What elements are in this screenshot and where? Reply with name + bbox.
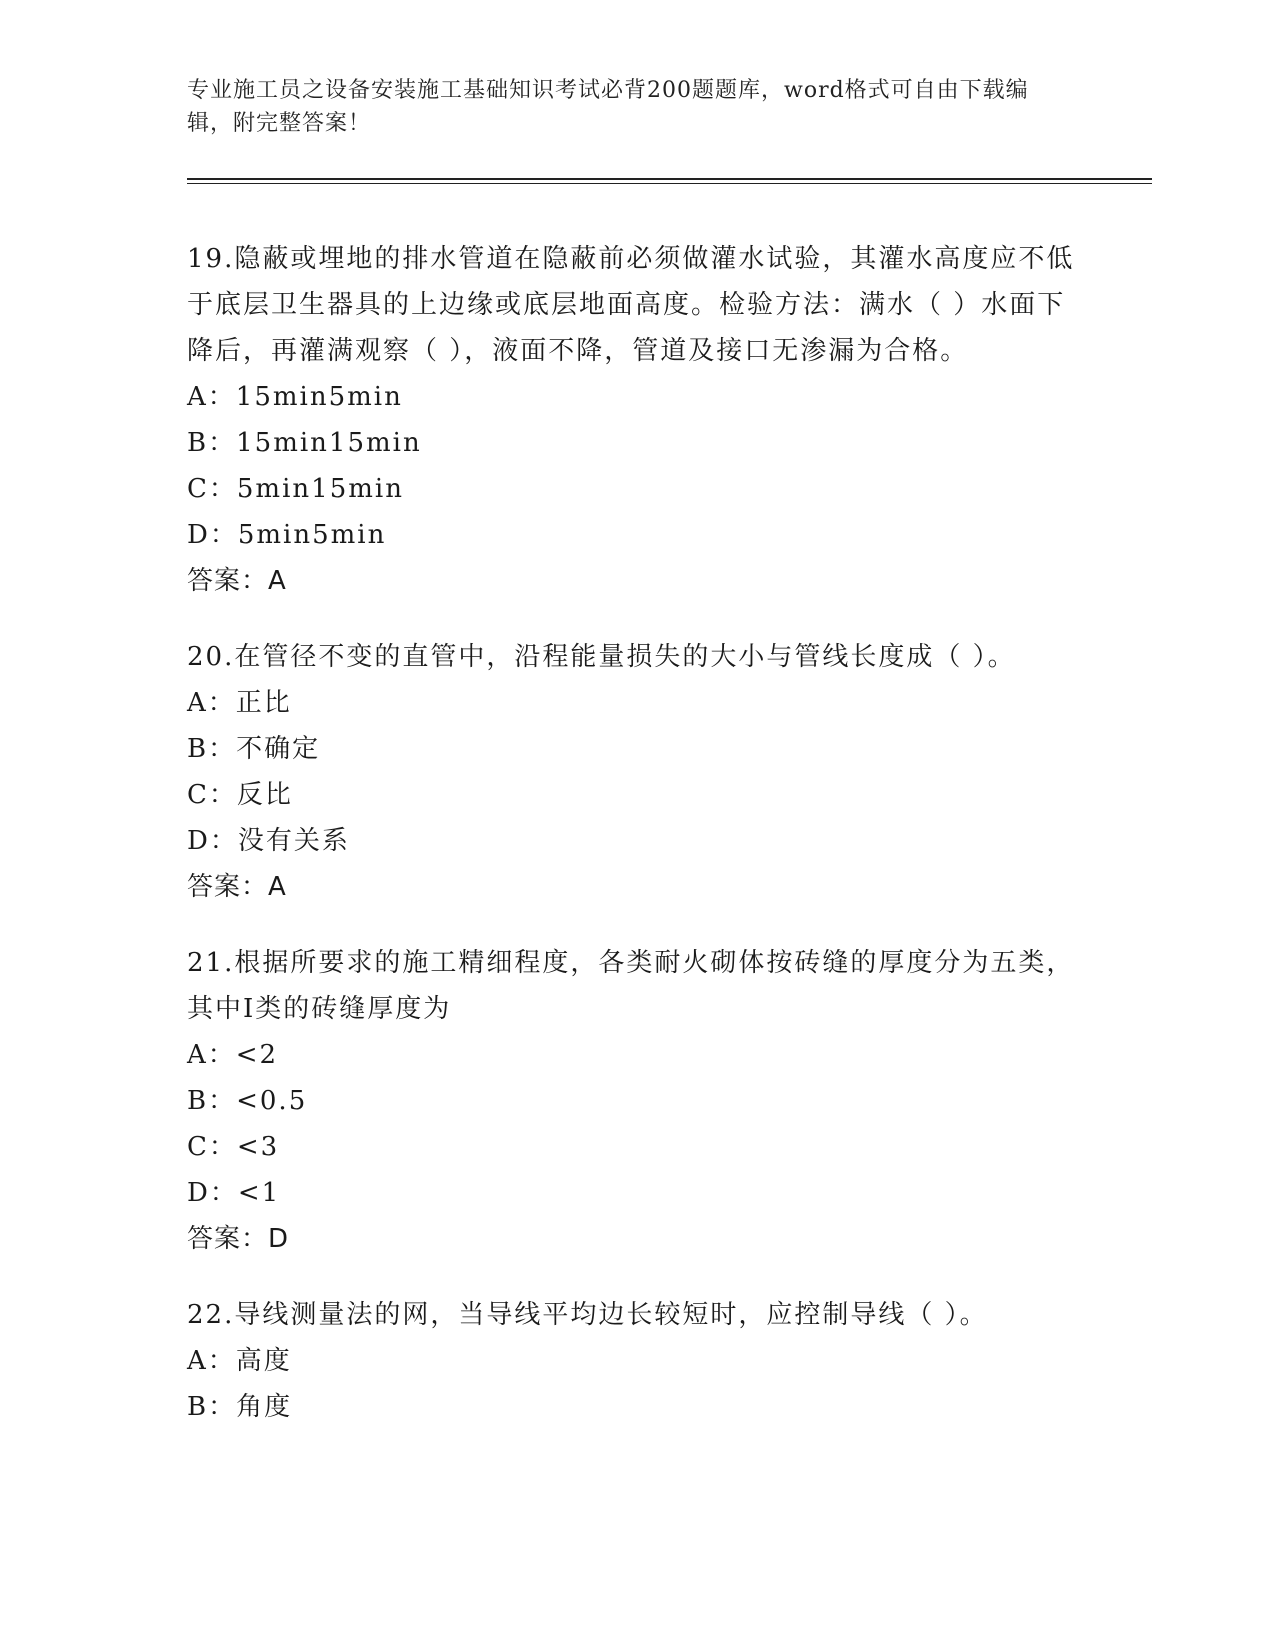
option-a: A：15min5min	[187, 382, 403, 412]
option-c: C：5min15min	[187, 474, 404, 504]
question-21	[187, 940, 1077, 1262]
option-b: B：15min15min	[187, 428, 422, 458]
option-b: B：<0.5	[187, 1086, 308, 1116]
option-d: D：5min5min	[187, 520, 387, 550]
answer-label: 答案：D	[187, 1224, 290, 1254]
question-stem: 22.导线测量法的网，当导线平均边长较短时，应控制导线（ ）。	[187, 1300, 988, 1330]
option-b: B：不确定	[187, 734, 321, 764]
option-a: A：正比	[187, 688, 292, 718]
option-d: D：<1	[187, 1178, 281, 1208]
header-divider	[187, 178, 1152, 180]
question-list	[187, 236, 1077, 1460]
question-19	[187, 236, 1077, 604]
answer-label: 答案：A	[187, 872, 287, 902]
option-a: A：高度	[187, 1346, 292, 1376]
question-20	[187, 634, 1077, 910]
option-d: D：没有关系	[187, 826, 350, 856]
question-stem: 21.根据所要求的施工精细程度，各类耐火砌体按砖缝的厚度分为五类，其中Ⅰ类的砖缝厚度为	[187, 948, 1075, 1024]
header-divider-thin	[187, 183, 1152, 184]
option-b: B：角度	[187, 1392, 293, 1422]
question-22	[187, 1292, 1077, 1430]
question-stem: 19.隐蔽或埋地的排水管道在隐蔽前必须做灌水试验，其灌水高度应不低于底层卫生器具的上边缘或底层地面高度。检验方法：满水（ ）水面下降后，再灌满观察（ ），液面不降，管道及接口无渗漏为合格。	[187, 244, 1075, 366]
option-c: C：<3	[187, 1132, 280, 1162]
question-stem: 20.在管径不变的直管中，沿程能量损失的大小与管线长度成（ ）。	[187, 642, 1016, 672]
document-header-title: 专业施工员之设备安装施工基础知识考试必背200题题库，word格式可自由下载编辑，附完整答案！	[187, 78, 1029, 136]
answer-label: 答案：A	[187, 566, 287, 596]
option-c: C：反比	[187, 780, 293, 810]
option-a: A：<2	[187, 1040, 279, 1070]
